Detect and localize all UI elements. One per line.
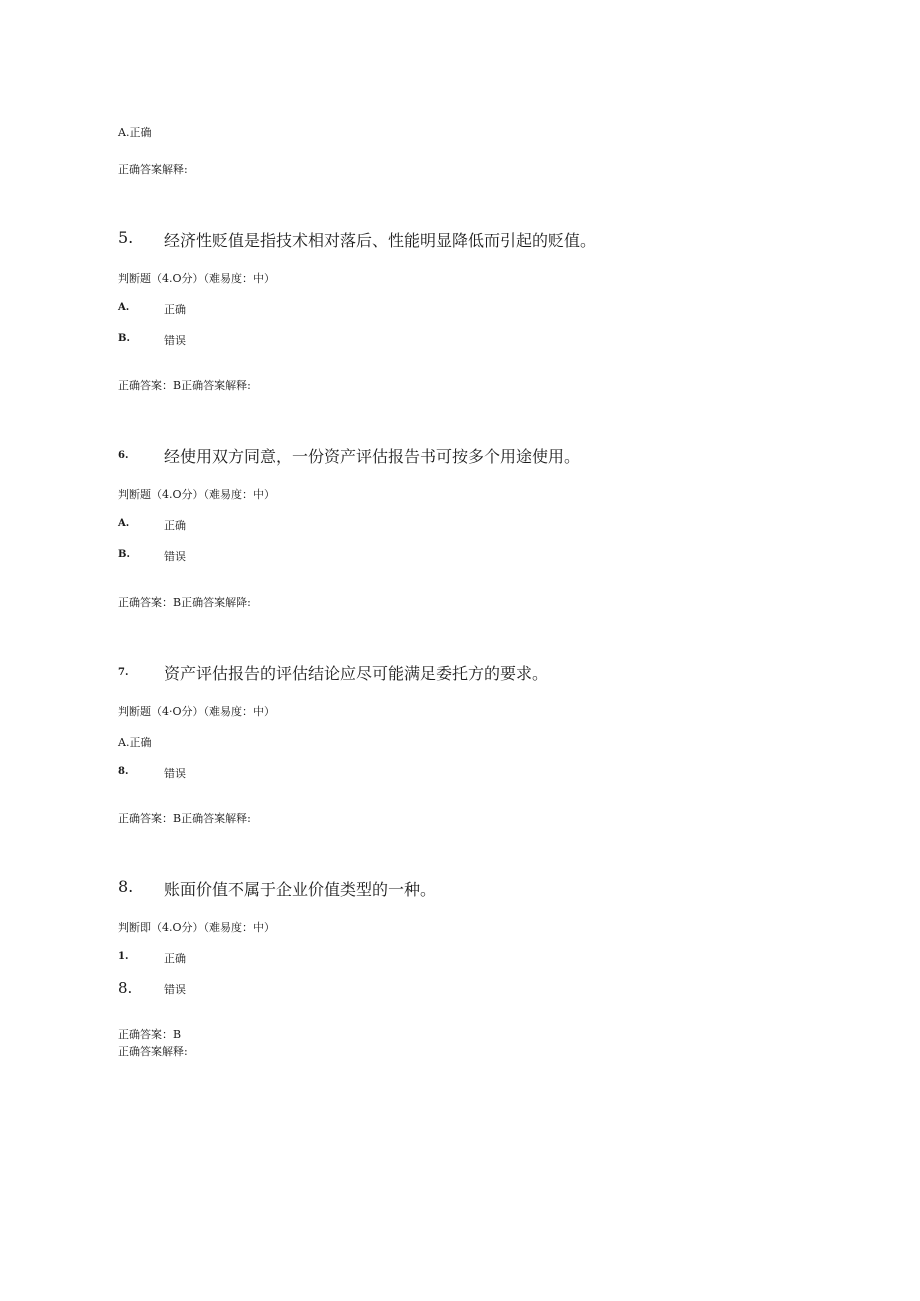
option-a-correct: A.正确 bbox=[118, 736, 152, 749]
option-letter: 1. bbox=[118, 951, 129, 962]
question-text: 经使用双方同意，一份资产评估报告书可按多个用途使用。 bbox=[164, 447, 581, 466]
question-meta: 判断即（4.O分）（难易度：中） bbox=[118, 921, 276, 934]
question-text: 资产评估报告的评估结论应尽可能满足委托方的要求。 bbox=[164, 664, 549, 683]
question-number: 6. bbox=[118, 450, 129, 461]
question-text: 经济性贬值是指技术相对落后、性能明显降低而引起的贬值。 bbox=[164, 231, 597, 250]
option-a-correct: A.正确 bbox=[118, 126, 152, 139]
option-text: 错误 bbox=[164, 550, 186, 563]
option-letter: A. bbox=[118, 518, 130, 529]
correct-answer: 正确答案：B正确答案解释: bbox=[118, 379, 251, 392]
option-text: 正确 bbox=[164, 952, 186, 965]
option-text: 错误 bbox=[164, 983, 186, 996]
question-number: 8. bbox=[118, 877, 134, 896]
correct-answer: 正确答案：B bbox=[118, 1028, 182, 1041]
question-meta: 判断题（4·O分）（难易度：中） bbox=[118, 705, 276, 718]
option-text: 正确 bbox=[164, 303, 186, 316]
question-number: 7. bbox=[118, 667, 129, 678]
option-text: 正确 bbox=[164, 519, 186, 532]
correct-answer: 正确答案：B正确答案解降: bbox=[118, 596, 251, 609]
answer-explanation: 正确答案解释: bbox=[118, 163, 188, 176]
option-letter: 8. bbox=[118, 766, 129, 777]
answer-explanation: 正确答案解释: bbox=[118, 1045, 188, 1058]
option-letter: B. bbox=[118, 549, 130, 560]
option-letter: A. bbox=[118, 302, 130, 313]
option-text: 错误 bbox=[164, 767, 186, 780]
question-text: 账面价值不属于企业价值类型的一种。 bbox=[164, 880, 437, 899]
correct-answer: 正确答案：B正确答案解释: bbox=[118, 812, 251, 825]
option-letter: B. bbox=[118, 333, 130, 344]
option-letter: 8. bbox=[118, 979, 133, 997]
question-number: 5. bbox=[118, 228, 134, 247]
question-meta: 判断题（4.O分）（难易度：中） bbox=[118, 488, 276, 501]
question-meta: 判断题（4.O分）（难易度：中） bbox=[118, 272, 276, 285]
option-text: 错误 bbox=[164, 334, 186, 347]
